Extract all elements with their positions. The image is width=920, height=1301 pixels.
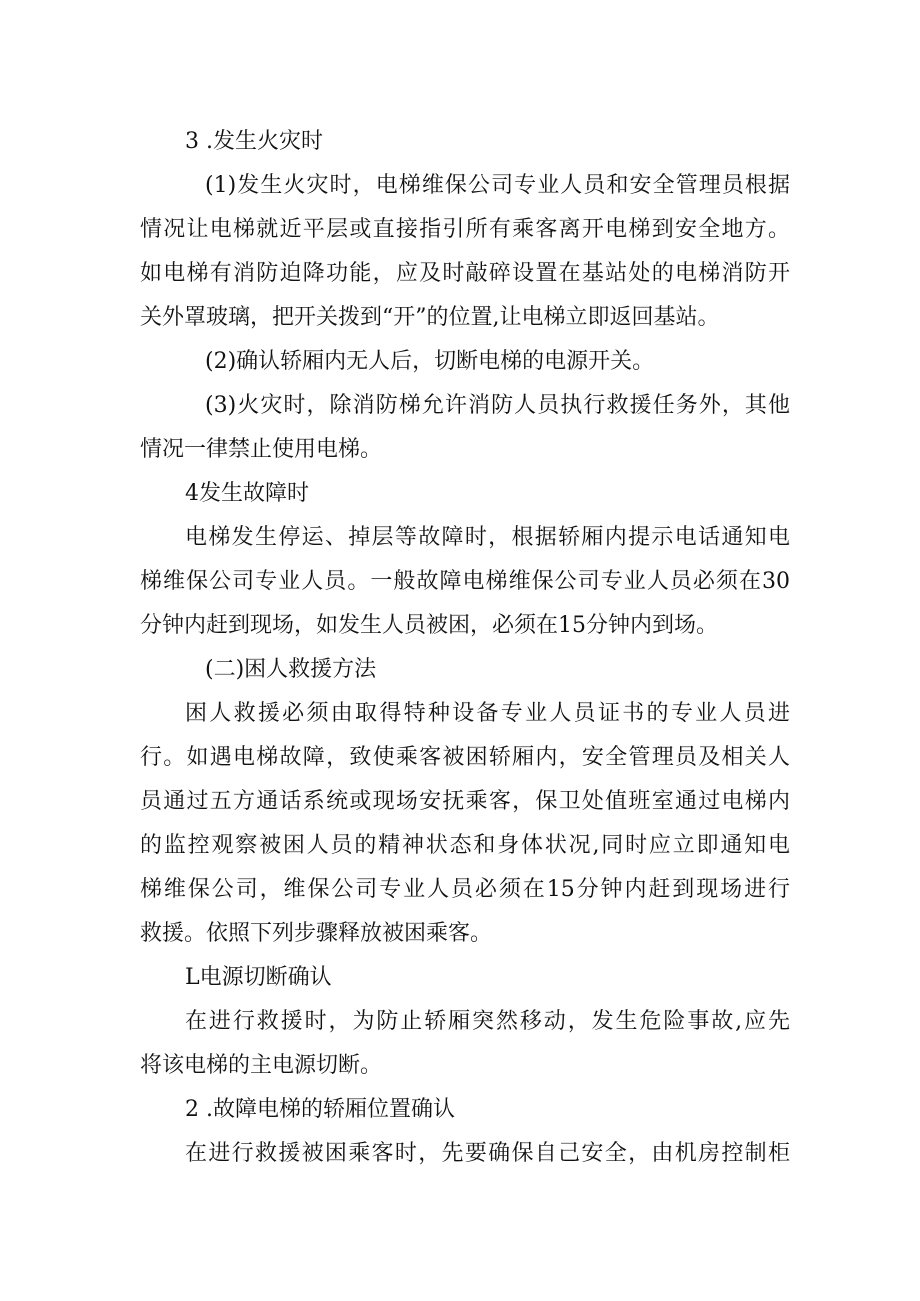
section-heading-rescue-method: (二)困人救援方法 <box>205 657 377 682</box>
paragraph-line: (1)发生火灾时，电梯维保公司专业人员和安全管理员根据 <box>205 173 790 198</box>
paragraph-line: (3)火灾时，除消防梯允许消防人员执行救援任务外，其他 <box>205 393 790 418</box>
paragraph-line: 关外罩玻璃，把开关拨到“开”的位置,让电梯立即返回基站。 <box>140 305 720 330</box>
paragraph-line: 在进行救援时，为防止轿厢突然移动，发生危险事故,应先 <box>185 1009 790 1034</box>
paragraph-line: 情况让电梯就近平层或直接指引所有乘客离开电梯到安全地方。 <box>140 217 790 242</box>
paragraph-line: 将该电梯的主电源切断。 <box>140 1053 383 1078</box>
paragraph-line: 救援。依照下列步骤释放被困乘客。 <box>140 921 493 946</box>
paragraph-line: 情况一律禁止使用电梯。 <box>140 437 383 462</box>
paragraph-line: 的监控观察被困人员的精神状态和身体状况,同时应立即通知电 <box>140 833 790 858</box>
paragraph-line: 电梯发生停运、掉层等故障时，根据轿厢内提示电话通知电 <box>185 525 790 550</box>
paragraph-line: 分钟内赶到现场，如发生人员被困，必须在15分钟内到场。 <box>140 613 718 638</box>
section-heading-fire: 3 .发生火灾时 <box>185 129 323 154</box>
paragraph-line: 在进行救援被困乘客时，先要确保自己安全，由机房控制柜 <box>185 1141 790 1166</box>
paragraph-line: 如电梯有消防迫降功能，应及时敲碎设置在基站处的电梯消防开 <box>140 261 790 286</box>
paragraph-line: 梯维保公司专业人员。一般故障电梯维保公司专业人员必须在30 <box>140 569 790 594</box>
section-heading-power-cut: L电源切断确认 <box>185 965 332 990</box>
section-heading-fault: 4发生故障时 <box>185 481 309 506</box>
paragraph-line: 员通过五方通话系统或现场安抚乘客，保卫处值班室通过电梯内 <box>140 789 790 814</box>
section-heading-car-position: 2 .故障电梯的轿厢位置确认 <box>185 1097 455 1122</box>
paragraph-line: (2)确认轿厢内无人后，切断电梯的电源开关。 <box>205 349 655 374</box>
paragraph-line: 行。如遇电梯故障，致使乘客被困轿厢内，安全管理员及相关人 <box>140 745 790 770</box>
paragraph-line: 梯维保公司，维保公司专业人员必须在15分钟内赶到现场进行 <box>140 877 790 902</box>
document-body <box>140 120 790 1176</box>
paragraph-line: 困人救援必须由取得特种设备专业人员证书的专业人员进 <box>185 701 790 726</box>
